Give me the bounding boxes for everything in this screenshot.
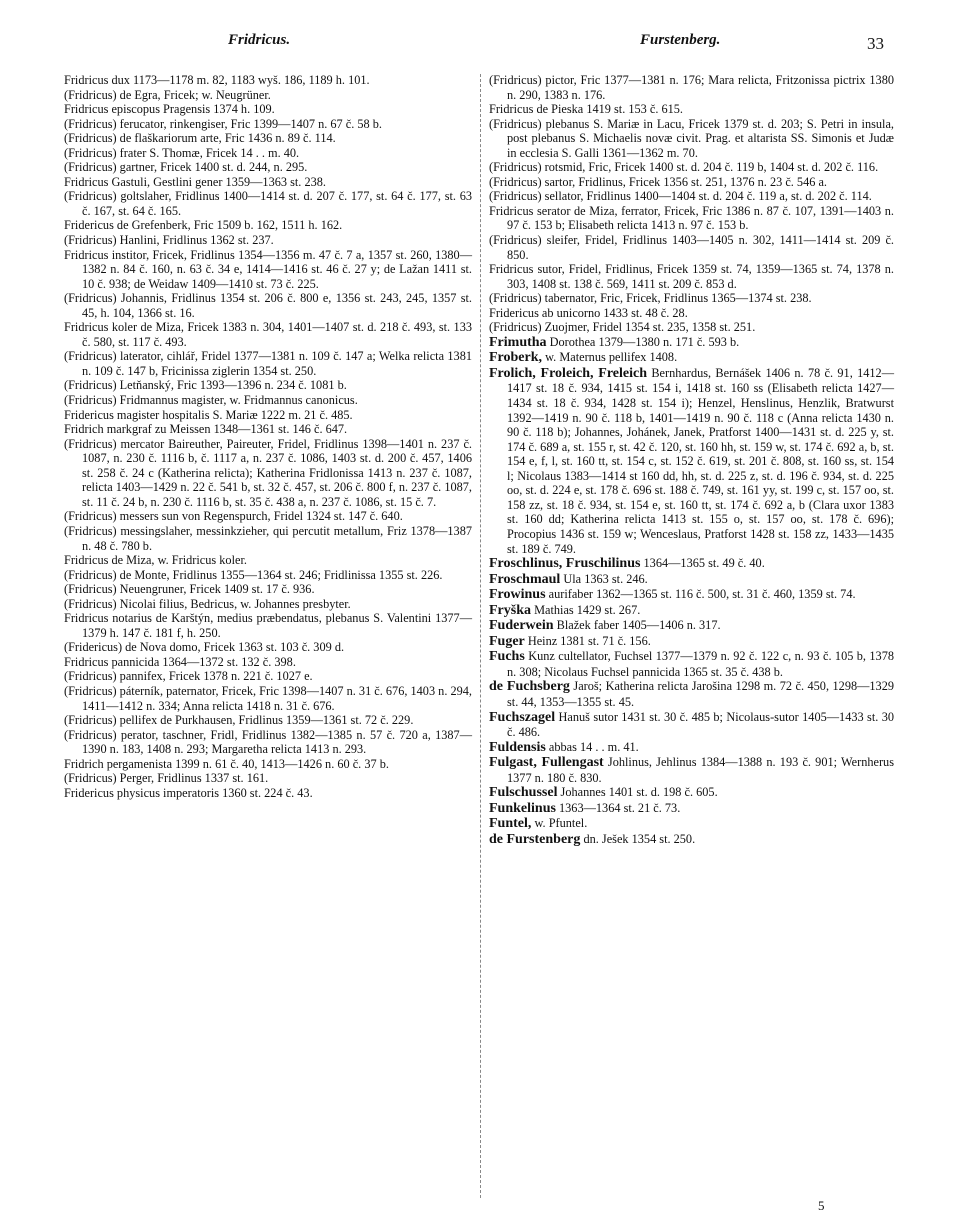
entry-text: Fridricus Gastuli, Gestlini gener 1359—1363 st. 238. [64, 174, 326, 189]
entry-text: (Fridricus) sartor, Fridlinus, Fricek 1356 st. 251, 1376 n. 23 č. 546 a. [489, 174, 827, 189]
index-entry [489, 320, 894, 335]
entry-headword: Fuchszagel [489, 709, 556, 725]
entry-text: (Fridricus) rotsmid, Fric, Fricek 1400 st. d. 204 č. 119 b, 1404 st. d. 202 č. 116. [489, 160, 879, 175]
signature-mark: 5 [818, 1198, 825, 1213]
index-entry [64, 553, 472, 568]
entry-text: (Fridricus) pannifex, Fricek 1378 n. 221 č. 1027 e. [64, 669, 313, 684]
entry-text: (Fridricus) sellator, Fridlinus 1400—1404 st. d. 204 č. 119 a, st. d. 202 č. 114. [489, 189, 872, 204]
entry-headword: Fuger [489, 633, 525, 649]
entry-headword: de Furstenberg [489, 831, 581, 847]
index-entry [489, 832, 894, 848]
index-entry [489, 175, 894, 190]
column-divider [480, 74, 481, 1198]
entry-text: (Fridricus) pictor, Fric 1377—1381 n. 176; Mara relicta, Fritzonissa pictrix 1380 n. 290, 1383 n. 176. [489, 73, 894, 102]
entry-text: 1363—1364 st. 21 č. 73. [555, 800, 681, 815]
index-entry [489, 603, 894, 619]
running-head-left: Fridricus. [228, 32, 291, 48]
index-entry [489, 102, 894, 117]
index-entry [64, 655, 472, 670]
index-entry [64, 509, 472, 524]
entry-headword: Fuldensis [489, 739, 546, 755]
index-entry [64, 422, 472, 437]
index-entry [489, 366, 894, 556]
entry-text: (Fridricus) sleifer, Fridel, Fridlinus 1403—1405 n. 302, 1411—1414 st. 209 č. 850. [489, 233, 894, 262]
entry-text: Fridricus de Pieska 1419 st. 153 č. 615. [489, 102, 684, 117]
entry-text: (Fridricus) perator, taschner, Fridl, Fridlinus 1382—1385 n. 57 č. 720 a, 1387—1390 n. 183, 1408 n. 293; Margaretha relicta 1413 n. 293. [64, 727, 472, 757]
entry-headword: Frolich, Froleich, Freleich [489, 365, 648, 381]
entry-text: Ula 1363 st. 246. [560, 571, 648, 586]
entry-text: Fridricus episcopus Pragensis 1374 h. 109. [64, 102, 275, 117]
index-entry [489, 740, 894, 756]
entry-text: Fridricus institor, Fricek, Fridlinus 1354—1356 m. 47 č. 7 a, 1357 st. 260, 1380—1382 n. 84 č. 160, n. 63 č. 34 e, 1414—1416 st. 46 č. 27 y; de Lažan 1411 st. 10 č. 938; de Weidaw 1409—1410 st. 73 č. 225. [64, 247, 472, 291]
entry-headword: Froberk, [489, 350, 543, 366]
index-entry [64, 291, 472, 320]
index-entry [489, 291, 894, 306]
entry-text: (Fridricus) Zuojmer, Fridel 1354 st. 235, 1358 st. 251. [489, 320, 756, 335]
index-entry [489, 816, 894, 832]
entry-text: Mathias 1429 st. 267. [531, 602, 641, 617]
entry-text: Hanuš sutor 1431 st. 30 č. 485 b; Nicolaus-sutor 1405—1433 st. 30 č. 486. [507, 709, 894, 740]
index-entry [64, 640, 472, 655]
index-entry [489, 204, 894, 233]
entry-text: Fridricus dux 1173—1178 m. 82, 1183 wyš. 186, 1189 h. 101. [64, 73, 370, 87]
entry-text: (Fridricus) de Egra, Fricek; w. Neugrüner. [64, 87, 271, 102]
entry-headword: Frowinus [489, 587, 546, 603]
right-column [489, 73, 894, 847]
entry-headword: Froschlinus, Fruschilinus [489, 556, 641, 572]
entry-text: abbas 14 . . m. 41. [545, 739, 639, 754]
entry-text: Jaroš; Katherina relicta Jarošina 1298 m. 72 č. 450, 1298—1329 st. 44, 1353—1355 st. 45. [507, 679, 895, 709]
index-entry [64, 786, 472, 801]
index-entry [64, 175, 472, 190]
index-entry [64, 102, 472, 117]
entry-text: (Fridricus) de flaškariorum arte, Fric 1436 n. 89 č. 114. [64, 131, 336, 146]
entry-text: Blažek faber 1405—1406 n. 317. [553, 618, 721, 633]
index-entry [489, 785, 894, 801]
entry-text: (Fridricus) páterník, paternator, Fricek, Fric 1398—1407 n. 31 č. 676, 1403 n. 294, 1411—1412 n. 334; Anna relicta 1418 n. 31 č. 676. [64, 683, 472, 713]
index-entry [64, 684, 472, 713]
index-entry [64, 378, 472, 393]
entry-text: (Fridricus) mercator Baireuther, Paireuter, Fridel, Fridlinus 1398—1401 n. 237 č. 1087, n. 230 č. 1116 b, č. 1117 a, n. 237 č. 1086, 1403 st. d. 200 č. 457, 1406 st. 258 č. 24 c (Katherina relicta); Katherina Fridlonissa 1413 n. 237 č. 1087, relicta 1403—1429 n. 22 č. 541 b, st. 32 č. 457, st. 206 č. 800 f, n. 237 č. 1087, st. 11 č. 24 b, n. 230 č. 1116 b, st. 35 č. 438 a, n. 237 č. 1086, st. 15 č. 7. [64, 436, 472, 509]
index-entry [64, 408, 472, 423]
entry-text: (Fridricus) Letňanský, Fric 1393—1396 n. 234 č. 1081 b. [64, 378, 347, 393]
index-entry [64, 88, 472, 103]
entry-text: (Fridricus) messingslaher, messinkzieher, qui percutit metallum, Friz 1378—1387 n. 48 č. 780 b. [64, 523, 472, 553]
index-entry [64, 131, 472, 146]
entry-text: (Fridricus) ferucator, rinkengiser, Fric 1399—1407 n. 67 č. 58 b. [64, 116, 382, 131]
index-entry [489, 618, 894, 634]
entry-text: (Fridricus) frater S. Thomæ, Fricek 14 . . m. 40. [64, 145, 300, 160]
entry-text: Fridrich markgraf zu Meissen 1348—1361 st. 146 č. 647. [64, 422, 348, 437]
entry-text: Dorothea 1379—1380 n. 171 č. 593 b. [546, 334, 740, 349]
index-entry [489, 189, 894, 204]
index-entry [64, 248, 472, 292]
index-entry [64, 218, 472, 233]
index-entry [489, 556, 894, 572]
entry-text: (Fridricus) goltslaher, Fridlinus 1400—1414 st. d. 207 č. 177, st. 64 č. 177, st. 63 č. 167, st. 64 č. 165. [64, 189, 472, 218]
entry-text: Fridricus sutor, Fridel, Fridlinus, Fricek 1359 st. 74, 1359—1365 st. 74, 1378 n. 303, 1408 st. 138 č. 569, 1411 st. 209 č. 853 d. [489, 262, 894, 291]
entry-text: Heinz 1381 st. 71 č. 156. [524, 633, 651, 648]
entry-text: Fridericus de Grefenberk, Fric 1509 b. 162, 1511 h. 162. [64, 218, 343, 233]
page-number: 33 [867, 34, 884, 53]
index-entry [64, 146, 472, 161]
entry-text: (Fridericus) de Nova domo, Fricek 1363 st. 103 č. 309 d. [64, 640, 345, 655]
entry-text: (Fridricus) Perger, Fridlinus 1337 st. 161. [64, 771, 269, 786]
index-entry [64, 349, 472, 378]
index-entry [489, 587, 894, 603]
index-entry [489, 710, 894, 740]
entry-text: Kunz cultellator, Fuchsel 1377—1379 n. 92 č. 122 c, n. 93 č. 105 b, 1378 n. 308; Nicolaus Fuchsel pannicida 1365 st. 35 č. 438 b. [507, 649, 894, 679]
index-entry [489, 335, 894, 351]
index-entry [489, 233, 894, 262]
index-entry [64, 160, 472, 175]
entry-text: w. Maternus pellifex 1408. [542, 350, 678, 365]
entry-text: (Fridricus) pellifex de Purkhausen, Fridlinus 1359—1361 st. 72 č. 229. [64, 713, 414, 728]
index-entry [489, 755, 894, 785]
entry-text: Fridericus magister hospitalis S. Mariæ 1222 m. 21 č. 485. [64, 407, 353, 422]
entry-text: Fridricus de Miza, w. Fridricus koler. [64, 553, 247, 568]
entry-text: (Fridricus) Johannis, Fridlinus 1354 st. 206 č. 800 e, 1356 st. 243, 245, 1357 st. 45, h. 104, 1366 st. 16. [64, 291, 472, 320]
index-entry [64, 582, 472, 597]
index-entry [64, 568, 472, 583]
index-entry [489, 350, 894, 366]
index-entry [64, 117, 472, 132]
left-column [64, 73, 472, 800]
index-entry [64, 73, 472, 88]
index-entry [64, 728, 472, 757]
entry-text: Fridrich pergamenista 1399 n. 61 č. 40, 1413—1426 n. 60 č. 37 b. [64, 756, 389, 771]
entry-text: (Fridricus) tabernator, Fric, Fricek, Fridlinus 1365—1374 st. 238. [489, 291, 812, 306]
index-entry [489, 262, 894, 291]
entry-headword: Fulschussel [489, 785, 558, 801]
index-entry [64, 233, 472, 248]
entry-text: (Fridricus) plebanus S. Mariæ in Lacu, Fricek 1379 st. d. 203; S. Petri in insula, post plebanus S. Michaelis novæ civit. Prag. et altarista SS. Simonis et Judæ in ecclesia S. Galli 1361—1362 m. 70. [489, 116, 894, 160]
entry-text: Johlinus, Jehlinus 1384—1388 n. 193 č. 901; Wernherus 1377 n. 180 č. 830. [507, 755, 894, 785]
entry-text: 1364—1365 st. 49 č. 40. [640, 556, 765, 571]
entry-text: Fridricus serator de Miza, ferrator, Fricek, Fric 1386 n. 87 č. 107, 1391—1403 n. 97 č. 153 b; Elisabeth relicta 1413 n. 97 č. 153 b. [489, 203, 894, 233]
running-head-right: Furstenberg. [640, 32, 721, 48]
entry-text: dn. Ješek 1354 st. 250. [580, 831, 696, 846]
index-entry [64, 437, 472, 510]
index-entry [64, 757, 472, 772]
entry-text: (Fridricus) Fridmannus magister, w. Fridmannus canonicus. [64, 393, 358, 408]
index-entry [64, 771, 472, 786]
entry-text: w. Pfuntel. [531, 816, 588, 831]
entry-headword: Funtel, [489, 816, 532, 832]
entry-text: aurifaber 1362—1365 st. 116 č. 500, st. 31 č. 460, 1359 st. 74. [545, 587, 856, 602]
entry-headword: Funkelinus [489, 800, 556, 816]
entry-headword: Fulgast, Fullengast [489, 755, 604, 771]
entry-headword: Fryška [489, 602, 531, 618]
index-entry [489, 679, 894, 709]
entry-headword: Frimutha [489, 334, 547, 350]
entry-text: Fridricus koler de Miza, Fricek 1383 n. 304, 1401—1407 st. d. 218 č. 493, st. 133 č. 580, st. 117 č. 493. [64, 320, 472, 349]
entry-text: Johannes 1401 st. d. 198 č. 605. [557, 785, 718, 800]
index-entry [64, 320, 472, 349]
entry-text: (Fridricus) Nicolai filius, Bedricus, w. Johannes presbyter. [64, 596, 351, 611]
entry-text: Fridericus physicus imperatoris 1360 st. 224 č. 43. [64, 785, 313, 800]
index-entry [489, 634, 894, 650]
index-entry [489, 649, 894, 679]
index-entry [489, 117, 894, 161]
entry-text: (Fridricus) laterator, cihlář, Fridel 1377—1381 n. 109 č. 147 a; Welka relicta 1381 n. 109 č. 147 b, Fricinissa ziglerin 1354 st. 250. [64, 349, 472, 378]
running-header [0, 32, 960, 58]
entry-text: (Fridricus) Neuengruner, Fricek 1409 st. 17 č. 936. [64, 582, 315, 597]
index-entry [64, 597, 472, 612]
entry-text: (Fridricus) de Monte, Fridlinus 1355—1364 st. 246; Fridlinissa 1355 st. 226. [64, 567, 443, 582]
entry-text: Fridricus notarius de Karštýn, medius præbendatus, plebanus S. Valentini 1377—1379 h. 147 č. 181 f, h. 250. [64, 611, 472, 640]
index-entry [489, 801, 894, 817]
entry-text: (Fridricus) messers sun von Regenspurch, Fridel 1324 st. 147 č. 640. [64, 509, 403, 524]
entry-headword: Froschmaul [489, 571, 561, 587]
index-entry [489, 306, 894, 321]
index-entry [489, 73, 894, 102]
entry-text: Fridericus ab unicorno 1433 st. 48 č. 28. [489, 305, 688, 320]
index-entry [64, 189, 472, 218]
entry-headword: Fuderwein [489, 618, 554, 634]
entry-text: Fridricus pannicida 1364—1372 st. 132 č. 398. [64, 654, 296, 669]
index-entry [489, 572, 894, 588]
index-entry [64, 393, 472, 408]
index-entry [64, 524, 472, 553]
entry-text: Bernhardus, Bernášek 1406 n. 78 č. 91, 1412—1417 st. 18 č. 934, 1415 st. 154 i, 1418 st. 160 ss (Elisabeth relicta 1427—1434 st. 18 č. 934, 1428 st. 154 i); Henzel, Henslinus, Henzlik, Bratwurst 1392—1419 n. 90 č. 118 b, 1401—1419 n. 90 č. 118 c (Anna relicta 1430 n. 90 č. 118 b); Johannes, Johánek, Janek, Pratforst 1400—1431 st. d. 225 y, st. 174 č. 689 a, st. 155 r, st. 42 č. 120, st. 160 hh, st. 159 w, st. 174 č. 692 a, b, st. 154 e, f, l, st. 160 tt, st. 154 c, st. 152 č. 619, st. 201 č. 808, st. 160 ss, st. 154 l; Nicolaus 1383—1414 st 160 dd, hh, st. d. 225 z, st. d. 196 č. 934, st. d. 225 oo, st. d. 224 e, st. 178 č. 696 st. 188 č. 749, st. 161 yy, st. 199 c, st. 157 oo, st. 158 zz, st. 18 č. 934, st. 154 e, st. 160 tt, st. 174 č. 692 a, b (Clara uxor 1383 st. 160 dd; Katherina relicta 1413 st. 155 o, st. 157 oo, st. 178 č. 696); Procopius 1436 st. 159 w; Wenceslaus, Pratforst 1428 st. 158 zz, 1433—1435 st. 189 č. 749. [507, 365, 894, 556]
entry-headword: Fuchs [489, 649, 525, 665]
entry-text: (Fridricus) Hanlini, Fridlinus 1362 st. 237. [64, 233, 274, 248]
entry-headword: de Fuchsberg [489, 679, 570, 695]
index-entry [64, 669, 472, 684]
entry-text: (Fridricus) gartner, Fricek 1400 st. d. 244, n. 295. [64, 160, 308, 175]
index-entry [64, 611, 472, 640]
index-entry [64, 713, 472, 728]
index-entry [489, 160, 894, 175]
